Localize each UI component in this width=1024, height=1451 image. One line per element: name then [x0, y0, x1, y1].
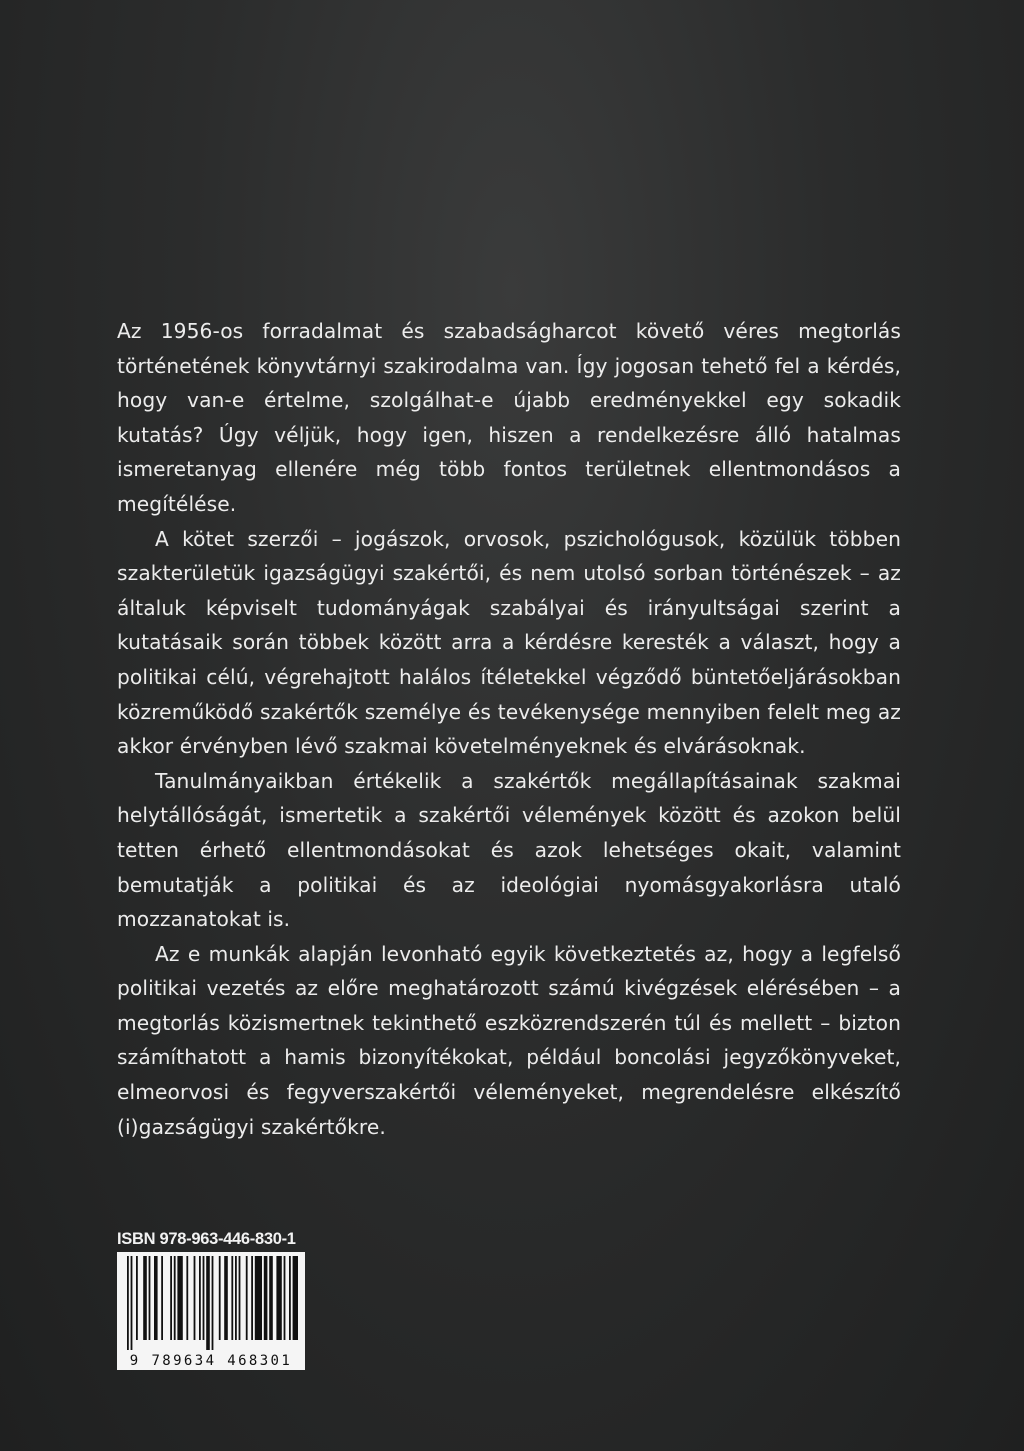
barcode-bar [219, 1256, 221, 1340]
barcode-bar [264, 1256, 268, 1340]
barcode-bar [284, 1256, 286, 1340]
back-cover-text [117, 314, 901, 1144]
barcode-bar [224, 1256, 228, 1340]
paragraph-3: Tanulmányaikban értékelik a szakértők megállapításainak szakmai helytállóságát, ismertetik a szakértői vélemények között és azokon belül tetten érhető ellentmondásokat és azok lehetséges okait, valamint bemutatják a politikai és az ideológiai nyomásgyakorlásra utaló mozzanatokat is. [117, 768, 901, 932]
paragraph-4: Az e munkák alapján levonható egyik következtetés az, hogy a legfelső politikai vezetés az előre meghatározott számú kivégzések elérésében – a megtorlás közismertnek tekinthető eszközrendszerén túl és mellett – bizton számíthatott a hamis bizonyítékokat, például boncolási jegyzőkönyveket, elmeorvosi és fegyverszakértői véleményeket, megrendelésre elkészítő (i)gazságügyi szakértőkre. [117, 941, 901, 1139]
paragraph-1: Az 1956-os forradalmat és szabadságharcot követő véres megtorlás történetének könyvtárnyi szakirodalma van. Így jogosan tehető fel a kérdés, hogy van-e értelme, szolgálhat-e újabb eredményekkel egy sokadik kutatás? Úgy véljük, hogy igen, hiszen a rendelkezésre álló hatalmas ismeretanyag ellenére még több fontos területnek ellentmondásos a megítélése. [117, 319, 901, 516]
barcode-bar [154, 1256, 158, 1340]
barcode-bar [206, 1256, 210, 1350]
barcode-bar [149, 1256, 151, 1340]
barcode-bar [131, 1256, 133, 1350]
isbn-label: ISBN 978-963-446-830-1 [117, 1230, 296, 1248]
barcode-bar [276, 1256, 281, 1340]
barcode-bar [203, 1256, 205, 1340]
isbn-block [117, 1229, 309, 1370]
barcode-bar [174, 1256, 176, 1340]
barcode-bar [246, 1256, 248, 1340]
barcode-bars [123, 1256, 299, 1350]
barcode-bar [293, 1256, 298, 1340]
barcode-bar [251, 1256, 253, 1340]
barcode-bar [255, 1256, 262, 1340]
barcode-bar [194, 1256, 196, 1340]
barcode-bar [212, 1256, 214, 1350]
paragraph-2: A kötet szerzői – jogászok, orvosok, pszichológusok, közülük többen szakterületük igazságügyi szakértői, és nem utolsó sorban történészek – az általuk képviselt tudományágak szabályai és irányultságai szerint a kutatásaik során többek között arra a kérdésre keresték a választ, hogy a politikai célú, végrehajtott halálos ítéletekkel végződő büntetőeljárásokban közreműködő szakértők személye és tevékenysége mennyiben felelt meg az akkor érvényben lévő szakmai követelményeknek és elvárásoknak. [117, 526, 901, 759]
barcode-bar [235, 1256, 237, 1340]
barcode-bar [170, 1256, 172, 1340]
barcode-bar [136, 1256, 138, 1340]
barcode-bar [143, 1256, 147, 1340]
barcode-bar [127, 1256, 129, 1350]
barcode-bar [239, 1256, 241, 1340]
barcode-bar [199, 1256, 201, 1340]
barcode-bar [289, 1256, 291, 1340]
barcode-bar [269, 1256, 273, 1340]
barcode-bar [186, 1256, 188, 1340]
barcode [117, 1252, 305, 1370]
barcode-digits: 9 789634 468301 [129, 1353, 293, 1369]
barcode-bar [231, 1256, 233, 1340]
barcode-bar [161, 1256, 163, 1340]
barcode-bar [177, 1256, 182, 1340]
